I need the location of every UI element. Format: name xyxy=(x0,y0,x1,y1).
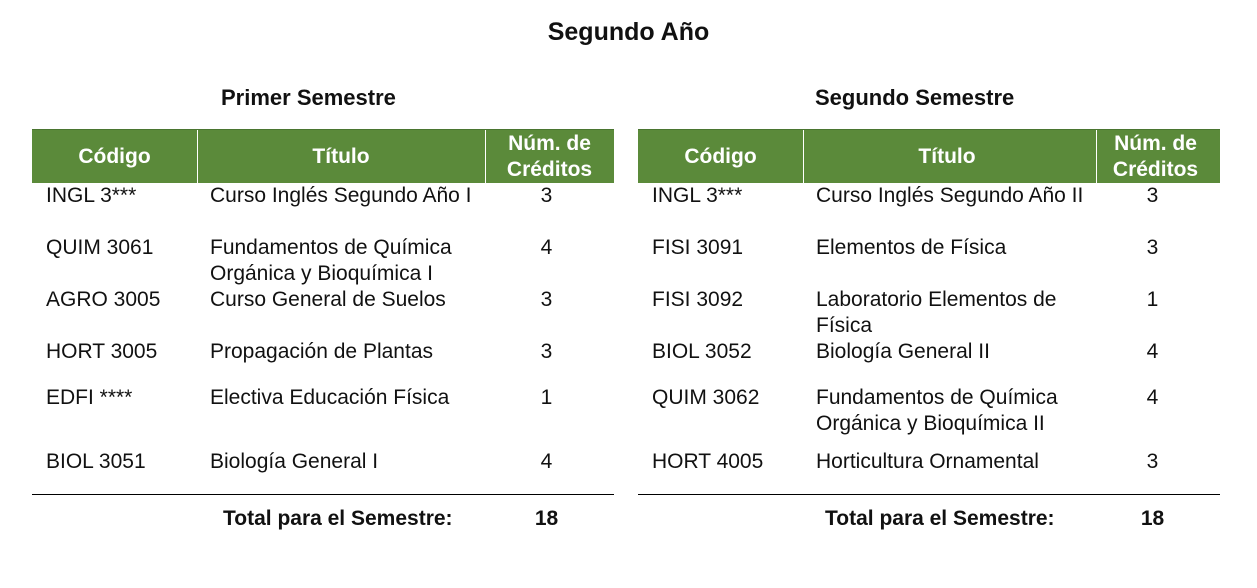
table-header xyxy=(32,129,614,183)
header-title: Título xyxy=(918,144,976,168)
course-code: QUIM 3062 xyxy=(652,386,760,409)
table-header xyxy=(638,129,1220,183)
header-code: Código xyxy=(78,144,151,168)
page-title: Segundo Año xyxy=(547,18,710,46)
course-code: INGL 3*** xyxy=(46,184,137,207)
header-credits-line1: Núm. de xyxy=(1114,132,1197,156)
total-credits: 18 xyxy=(1140,507,1165,530)
course-title: Curso Inglés Segundo Año II xyxy=(816,184,1084,207)
total-credits: 18 xyxy=(534,507,559,530)
course-title: Fundamentos de Química Orgánica y Bioquímica I xyxy=(210,236,452,285)
course-code: FISI 3091 xyxy=(652,236,744,259)
semester-title: Segundo Semestre xyxy=(815,85,1015,110)
course-code: EDFI **** xyxy=(46,386,133,409)
course-code: BIOL 3052 xyxy=(652,340,752,363)
total-label: Total para el Semestre: xyxy=(825,507,1055,530)
course-credits: 1 xyxy=(1146,288,1159,311)
course-title: Propagación de Plantas xyxy=(210,340,433,363)
course-credits: 4 xyxy=(1146,340,1159,363)
header-credits xyxy=(485,130,614,183)
course-code: HORT 4005 xyxy=(652,450,764,473)
header-credits-line2: Créditos xyxy=(1112,157,1199,181)
course-code: BIOL 3051 xyxy=(46,450,146,473)
course-credits: 3 xyxy=(1146,236,1159,259)
course-title: Horticultura Ornamental xyxy=(816,450,1039,473)
course-credits: 3 xyxy=(540,288,553,311)
course-credits: 4 xyxy=(540,236,553,259)
course-title: Curso General de Suelos xyxy=(210,288,446,311)
course-credits: 3 xyxy=(540,340,553,363)
course-code: FISI 3092 xyxy=(652,288,744,311)
course-code: INGL 3*** xyxy=(652,184,743,207)
course-title: Biología General II xyxy=(816,340,990,363)
course-title: Elementos de Física xyxy=(816,236,1007,259)
course-title: Biología General I xyxy=(210,450,379,473)
course-code: AGRO 3005 xyxy=(46,288,161,311)
course-credits: 1 xyxy=(540,386,553,409)
semester-title: Primer Semestre xyxy=(221,85,396,110)
divider xyxy=(638,494,1220,495)
course-credits: 4 xyxy=(1146,386,1159,409)
course-title: Curso Inglés Segundo Año I xyxy=(210,184,472,207)
header-title: Título xyxy=(312,144,370,168)
course-title: Electiva Educación Física xyxy=(210,386,450,409)
divider xyxy=(32,494,614,495)
total-label: Total para el Semestre: xyxy=(223,507,453,530)
course-title: Laboratorio Elementos de Física xyxy=(816,288,1057,337)
course-credits: 3 xyxy=(1146,184,1159,207)
header-credits-line1: Núm. de xyxy=(508,132,591,156)
header-code: Código xyxy=(684,144,757,168)
header-credits xyxy=(1091,130,1220,183)
course-code: QUIM 3061 xyxy=(46,236,154,259)
course-code: HORT 3005 xyxy=(46,340,158,363)
course-credits: 4 xyxy=(540,450,553,473)
course-credits: 3 xyxy=(1146,450,1159,473)
header-credits-line2: Créditos xyxy=(506,157,593,181)
course-title: Fundamentos de Química Orgánica y Bioquímica II xyxy=(816,386,1058,435)
course-credits: 3 xyxy=(540,184,553,207)
